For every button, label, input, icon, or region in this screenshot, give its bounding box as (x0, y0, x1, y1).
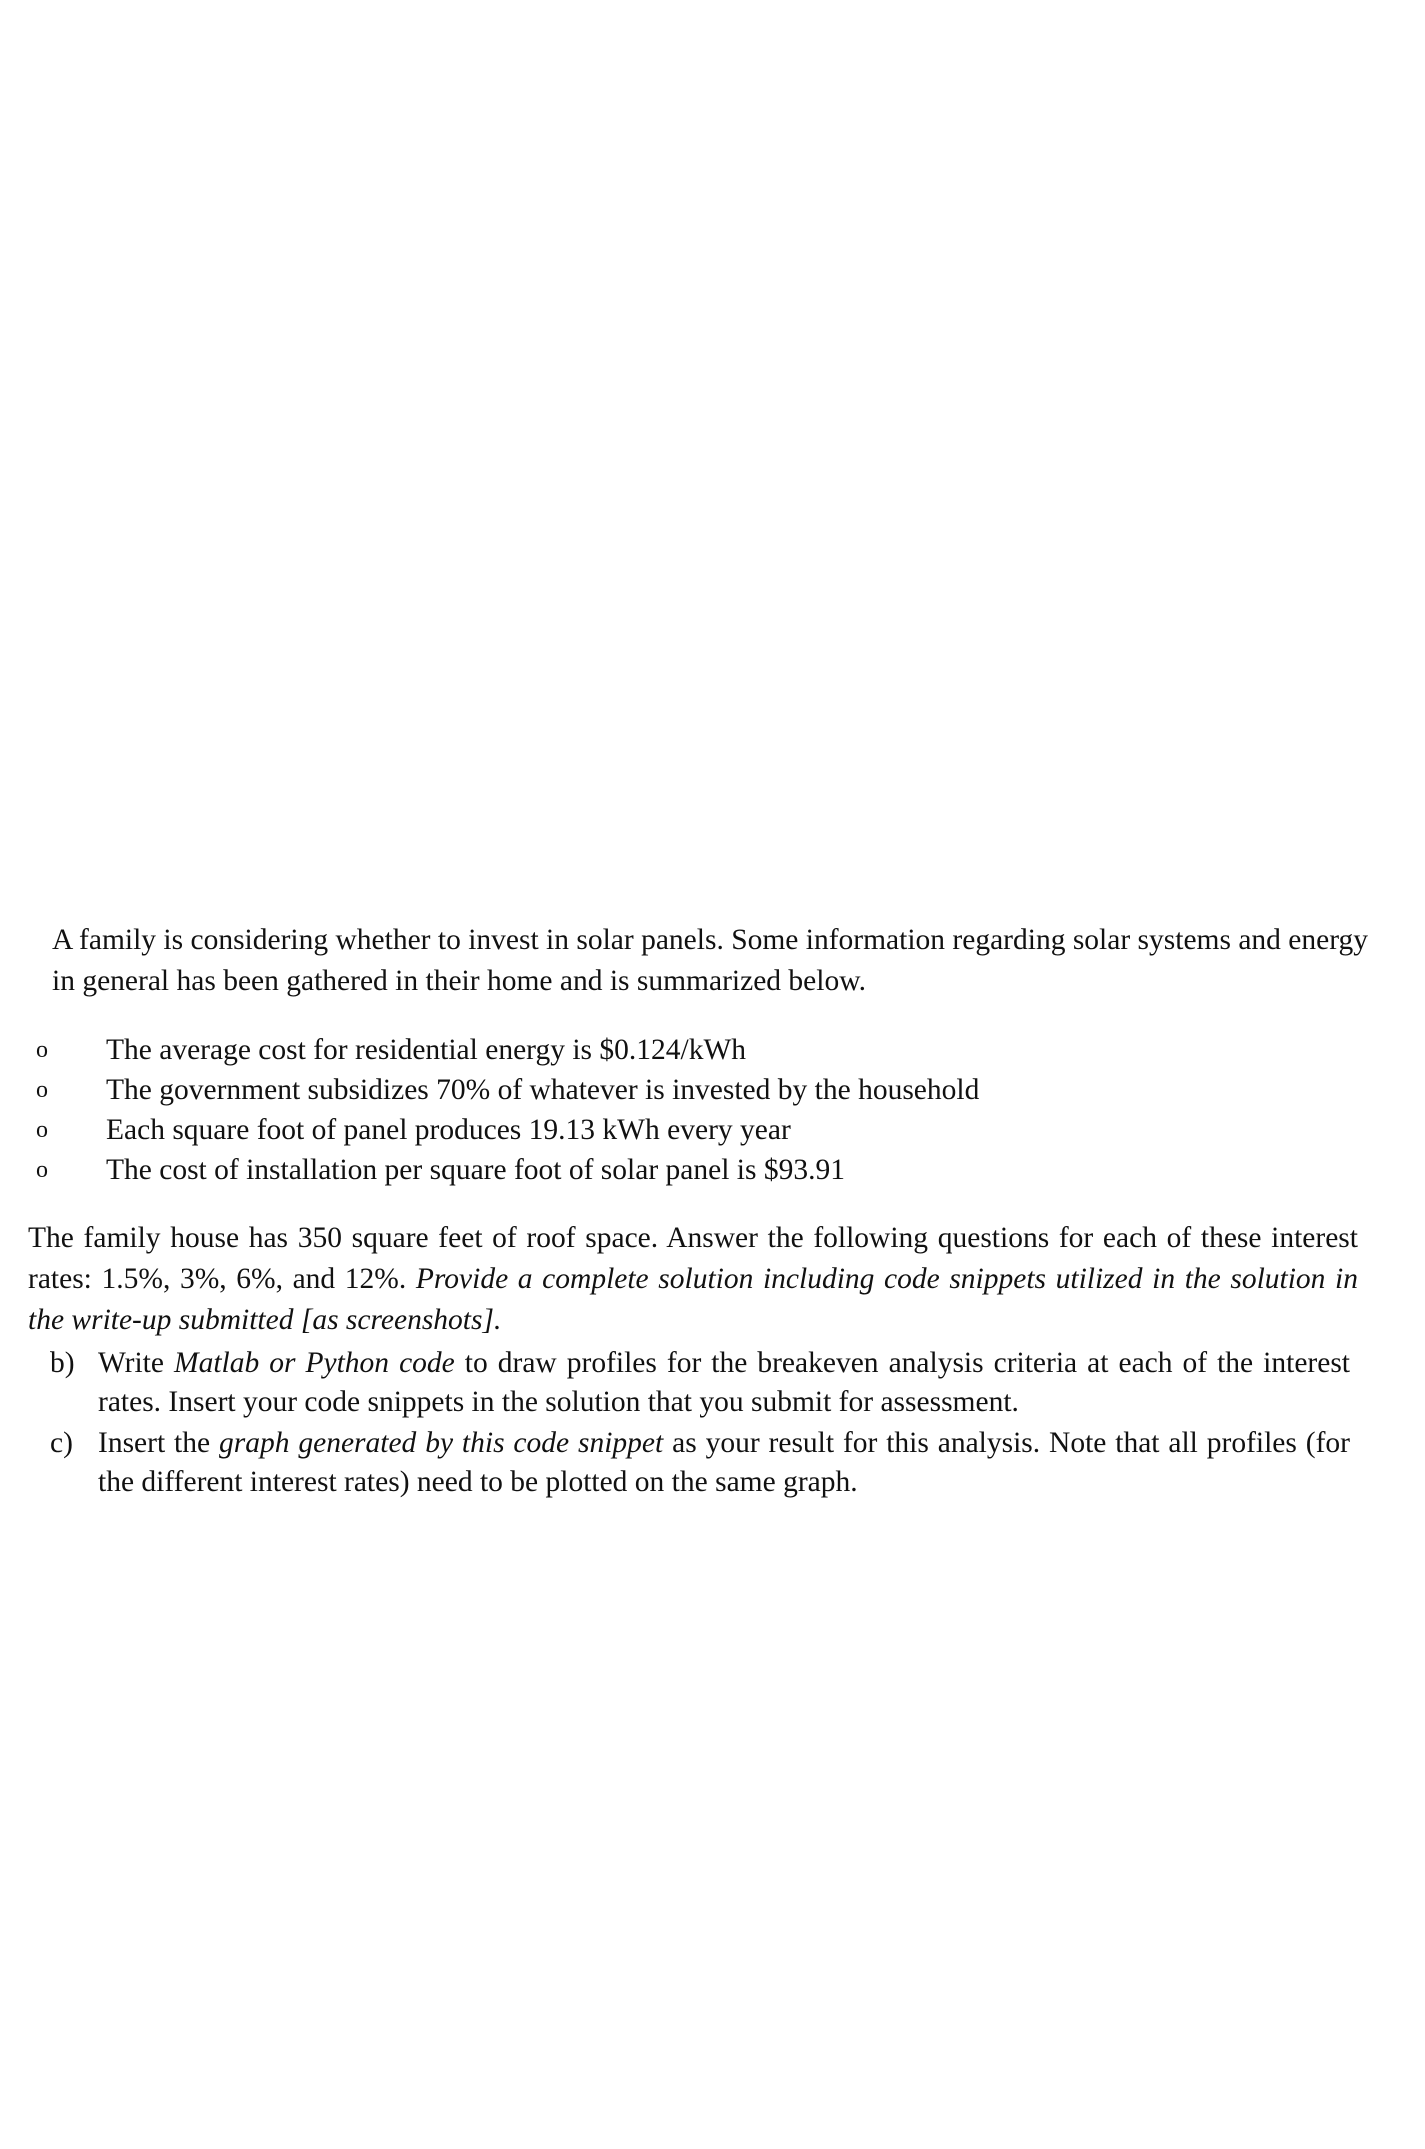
bullet-icon: o (36, 1077, 48, 1103)
facts-list (36, 1030, 1356, 1190)
bullet-icon: o (36, 1117, 48, 1143)
list-item (36, 1110, 1356, 1150)
fact-text: The average cost for residential energy is $0.124/kWh (106, 1034, 747, 1066)
bullet-icon: o (36, 1157, 48, 1183)
task-paragraph (28, 1218, 1358, 1341)
list-item (36, 1150, 1356, 1190)
question-label: c) (50, 1427, 73, 1459)
question-item (50, 1344, 1350, 1422)
question-text-after: to draw profiles for the breakeven analysis criteria at each of the interest rates. Insert your code snippets in the solution that you submit for assessment. (98, 1347, 1350, 1418)
question-text-after: as your result for this analysis. Note that all profiles (for the different interest rates) need to be plotted on the same graph. (98, 1427, 1350, 1498)
question-text-italic: Matlab or Python code (174, 1347, 455, 1379)
questions-list (50, 1344, 1350, 1504)
list-item (36, 1030, 1356, 1070)
task-italic-text: Provide a complete solution including code snippets utilized in the solution in the write-up submitted [as screenshots]. (28, 1263, 1358, 1336)
task-plain-text: The family house has 350 square feet of roof space. Answer the following questions for each of these interest rates: 1.5%, 3%, 6%, and 12%. (28, 1222, 1358, 1295)
intro-paragraph: A family is considering whether to invest in solar panels. Some information regarding solar systems and energy in general has been gathered in their home and is summarized below. (52, 924, 1369, 997)
bullet-icon: o (36, 1037, 48, 1063)
question-label: b) (50, 1347, 75, 1379)
fact-text: The government subsidizes 70% of whatever is invested by the household (106, 1074, 980, 1106)
fact-text: Each square foot of panel produces 19.13 kWh every year (106, 1114, 791, 1146)
question-text-before: Insert the (98, 1427, 219, 1459)
question-text-before: Write (98, 1347, 174, 1379)
list-item (36, 1070, 1356, 1110)
question-text-italic: graph generated by this code snippet (218, 1427, 664, 1459)
fact-text: The cost of installation per square foot of solar panel is $93.91 (106, 1154, 845, 1186)
question-item (50, 1424, 1350, 1502)
